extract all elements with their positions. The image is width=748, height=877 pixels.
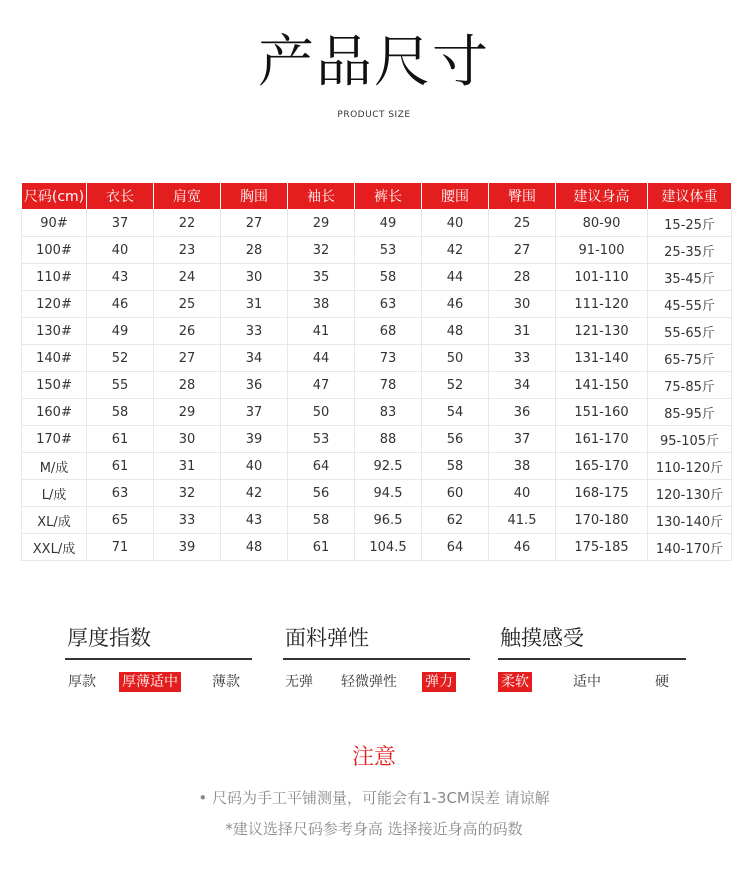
elasticity-index-title: 面料弹性 — [285, 626, 369, 650]
size-value-cell: 39 — [154, 534, 221, 561]
size-value-cell: 45-55斤 — [648, 291, 732, 318]
notice-line-recommendation: *建议选择尺码参考身高 选择接近身高的码数 — [225, 820, 523, 838]
size-value-cell: 30 — [154, 426, 221, 453]
size-value-cell: 23 — [154, 237, 221, 264]
size-value-cell: 120-130斤 — [648, 480, 732, 507]
size-value-cell: 34 — [221, 345, 288, 372]
size-value-cell: 53 — [355, 237, 422, 264]
size-value-cell: 140-170斤 — [648, 534, 732, 561]
thickness-index — [65, 622, 252, 692]
size-value-cell: 61 — [87, 453, 154, 480]
size-value-cell: 48 — [422, 318, 489, 345]
size-value-cell: 36 — [489, 399, 556, 426]
size-value-cell: 25 — [154, 291, 221, 318]
size-value-cell: 78 — [355, 372, 422, 399]
size-value-cell: 110-120斤 — [648, 453, 732, 480]
elasticity-index-divider — [283, 658, 470, 660]
size-table-header-cell: 建议身高 — [556, 183, 648, 210]
size-value-cell: 46 — [489, 534, 556, 561]
size-value-cell: 64 — [422, 534, 489, 561]
size-table-row — [22, 210, 732, 237]
size-value-cell: 28 — [489, 264, 556, 291]
size-value-cell: 91-100 — [556, 237, 648, 264]
touch-index — [498, 622, 686, 692]
size-label-cell: L/成 — [22, 480, 87, 507]
size-value-cell: 27 — [154, 345, 221, 372]
size-value-cell: 111-120 — [556, 291, 648, 318]
size-value-cell: 48 — [221, 534, 288, 561]
touch-option-soft: 柔软 — [498, 672, 532, 692]
size-value-cell: 63 — [87, 480, 154, 507]
size-value-cell: 24 — [154, 264, 221, 291]
size-table-header-cell: 尺码(cm) — [22, 183, 87, 210]
size-value-cell: 68 — [355, 318, 422, 345]
size-value-cell: 65-75斤 — [648, 345, 732, 372]
size-value-cell: 29 — [288, 210, 355, 237]
size-value-cell: 175-185 — [556, 534, 648, 561]
size-value-cell: 50 — [422, 345, 489, 372]
size-table-header-row — [22, 183, 732, 210]
size-label-cell: XXL/成 — [22, 534, 87, 561]
size-value-cell: 62 — [422, 507, 489, 534]
size-label-cell: 140# — [22, 345, 87, 372]
size-value-cell: 41.5 — [489, 507, 556, 534]
touch-option-medium: 适中 — [573, 674, 601, 690]
size-label-cell: XL/成 — [22, 507, 87, 534]
size-label-cell: 110# — [22, 264, 87, 291]
size-table-header-cell: 建议体重 — [648, 183, 732, 210]
size-value-cell: 58 — [355, 264, 422, 291]
size-table-header-cell: 裤长 — [355, 183, 422, 210]
size-value-cell: 33 — [221, 318, 288, 345]
size-table-header-cell: 臀围 — [489, 183, 556, 210]
page-subtitle: PRODUCT SIZE — [337, 110, 411, 120]
size-value-cell: 130-140斤 — [648, 507, 732, 534]
size-value-cell: 88 — [355, 426, 422, 453]
size-value-cell: 30 — [221, 264, 288, 291]
notice-title: 注意 — [351, 745, 396, 770]
size-table-row — [22, 291, 732, 318]
size-value-cell: 40 — [422, 210, 489, 237]
size-label-cell: 130# — [22, 318, 87, 345]
size-value-cell: 31 — [221, 291, 288, 318]
size-value-cell: 32 — [288, 237, 355, 264]
size-value-cell: 55-65斤 — [648, 318, 732, 345]
elasticity-option-none: 无弹 — [285, 674, 313, 690]
size-table-row — [22, 372, 732, 399]
size-value-cell: 61 — [87, 426, 154, 453]
size-value-cell: 39 — [221, 426, 288, 453]
size-value-cell: 36 — [221, 372, 288, 399]
thickness-index-divider — [65, 658, 252, 660]
size-table-header-cell: 肩宽 — [154, 183, 221, 210]
size-table-header-cell: 胸围 — [221, 183, 288, 210]
size-value-cell: 43 — [87, 264, 154, 291]
size-value-cell: 33 — [154, 507, 221, 534]
touch-index-title: 触摸感受 — [500, 626, 584, 650]
size-value-cell: 41 — [288, 318, 355, 345]
size-value-cell: 49 — [87, 318, 154, 345]
size-value-cell: 58 — [422, 453, 489, 480]
elasticity-option-stretch: 弹力 — [422, 672, 456, 692]
size-value-cell: 53 — [288, 426, 355, 453]
size-value-cell: 121-130 — [556, 318, 648, 345]
size-table-header-cell: 衣长 — [87, 183, 154, 210]
size-table-row — [22, 507, 732, 534]
size-value-cell: 151-160 — [556, 399, 648, 426]
size-value-cell: 54 — [422, 399, 489, 426]
size-value-cell: 38 — [288, 291, 355, 318]
size-table-row — [22, 480, 732, 507]
size-value-cell: 50 — [288, 399, 355, 426]
size-value-cell: 170-180 — [556, 507, 648, 534]
size-value-cell: 80-90 — [556, 210, 648, 237]
size-table-row — [22, 318, 732, 345]
size-value-cell: 37 — [87, 210, 154, 237]
size-value-cell: 101-110 — [556, 264, 648, 291]
size-label-cell: 120# — [22, 291, 87, 318]
size-value-cell: 61 — [288, 534, 355, 561]
thickness-option-thin: 薄款 — [212, 674, 240, 690]
size-value-cell: 60 — [422, 480, 489, 507]
size-value-cell: 58 — [288, 507, 355, 534]
size-value-cell: 37 — [489, 426, 556, 453]
size-value-cell: 73 — [355, 345, 422, 372]
size-label-cell: M/成 — [22, 453, 87, 480]
size-value-cell: 55 — [87, 372, 154, 399]
size-label-cell: 100# — [22, 237, 87, 264]
size-value-cell: 33 — [489, 345, 556, 372]
size-value-cell: 165-170 — [556, 453, 648, 480]
thickness-option-thick: 厚款 — [68, 674, 96, 690]
size-value-cell: 37 — [221, 399, 288, 426]
size-value-cell: 168-175 — [556, 480, 648, 507]
elasticity-option-slight: 轻微弹性 — [341, 674, 397, 690]
size-value-cell: 65 — [87, 507, 154, 534]
size-value-cell: 32 — [154, 480, 221, 507]
size-value-cell: 85-95斤 — [648, 399, 732, 426]
size-value-cell: 56 — [288, 480, 355, 507]
size-table-row — [22, 399, 732, 426]
size-table-row — [22, 426, 732, 453]
size-table-row — [22, 534, 732, 561]
size-value-cell: 28 — [154, 372, 221, 399]
size-label-cell: 160# — [22, 399, 87, 426]
size-value-cell: 52 — [422, 372, 489, 399]
size-value-cell: 42 — [422, 237, 489, 264]
size-value-cell: 63 — [355, 291, 422, 318]
size-value-cell: 94.5 — [355, 480, 422, 507]
size-table-row — [22, 453, 732, 480]
size-table-row — [22, 237, 732, 264]
size-label-cell: 90# — [22, 210, 87, 237]
size-value-cell: 40 — [221, 453, 288, 480]
size-value-cell: 27 — [221, 210, 288, 237]
size-value-cell: 43 — [221, 507, 288, 534]
size-value-cell: 49 — [355, 210, 422, 237]
size-value-cell: 27 — [489, 237, 556, 264]
size-value-cell: 58 — [87, 399, 154, 426]
size-label-cell: 170# — [22, 426, 87, 453]
size-table-header-cell: 袖长 — [288, 183, 355, 210]
size-value-cell: 96.5 — [355, 507, 422, 534]
size-value-cell: 83 — [355, 399, 422, 426]
size-value-cell: 22 — [154, 210, 221, 237]
size-value-cell: 75-85斤 — [648, 372, 732, 399]
size-value-cell: 104.5 — [355, 534, 422, 561]
size-value-cell: 40 — [489, 480, 556, 507]
size-value-cell: 35-45斤 — [648, 264, 732, 291]
size-value-cell: 64 — [288, 453, 355, 480]
size-value-cell: 40 — [87, 237, 154, 264]
size-value-cell: 141-150 — [556, 372, 648, 399]
thickness-index-title: 厚度指数 — [67, 626, 151, 650]
size-value-cell: 30 — [489, 291, 556, 318]
notice-line-measurement: • 尺码为手工平铺测量，可能会有1-3CM误差 请谅解 — [198, 789, 550, 807]
size-table-row — [22, 345, 732, 372]
size-value-cell: 42 — [221, 480, 288, 507]
size-value-cell: 44 — [288, 345, 355, 372]
touch-option-hard: 硬 — [655, 674, 669, 690]
size-value-cell: 56 — [422, 426, 489, 453]
size-value-cell: 26 — [154, 318, 221, 345]
thickness-option-medium: 厚薄适中 — [119, 672, 181, 692]
elasticity-index — [283, 622, 470, 692]
size-value-cell: 131-140 — [556, 345, 648, 372]
size-label-cell: 150# — [22, 372, 87, 399]
size-value-cell: 161-170 — [556, 426, 648, 453]
size-table — [21, 182, 732, 561]
size-value-cell: 92.5 — [355, 453, 422, 480]
size-value-cell: 46 — [422, 291, 489, 318]
size-value-cell: 31 — [154, 453, 221, 480]
size-value-cell: 52 — [87, 345, 154, 372]
size-value-cell: 46 — [87, 291, 154, 318]
size-value-cell: 29 — [154, 399, 221, 426]
size-value-cell: 38 — [489, 453, 556, 480]
size-value-cell: 47 — [288, 372, 355, 399]
page-title: 产品尺寸 — [258, 30, 490, 95]
size-value-cell: 31 — [489, 318, 556, 345]
touch-index-divider — [498, 658, 686, 660]
size-value-cell: 15-25斤 — [648, 210, 732, 237]
size-value-cell: 25 — [489, 210, 556, 237]
size-table-header-cell: 腰围 — [422, 183, 489, 210]
size-value-cell: 44 — [422, 264, 489, 291]
size-value-cell: 35 — [288, 264, 355, 291]
size-table-row — [22, 264, 732, 291]
size-value-cell: 34 — [489, 372, 556, 399]
size-value-cell: 71 — [87, 534, 154, 561]
size-value-cell: 25-35斤 — [648, 237, 732, 264]
size-value-cell: 28 — [221, 237, 288, 264]
size-value-cell: 95-105斤 — [648, 426, 732, 453]
